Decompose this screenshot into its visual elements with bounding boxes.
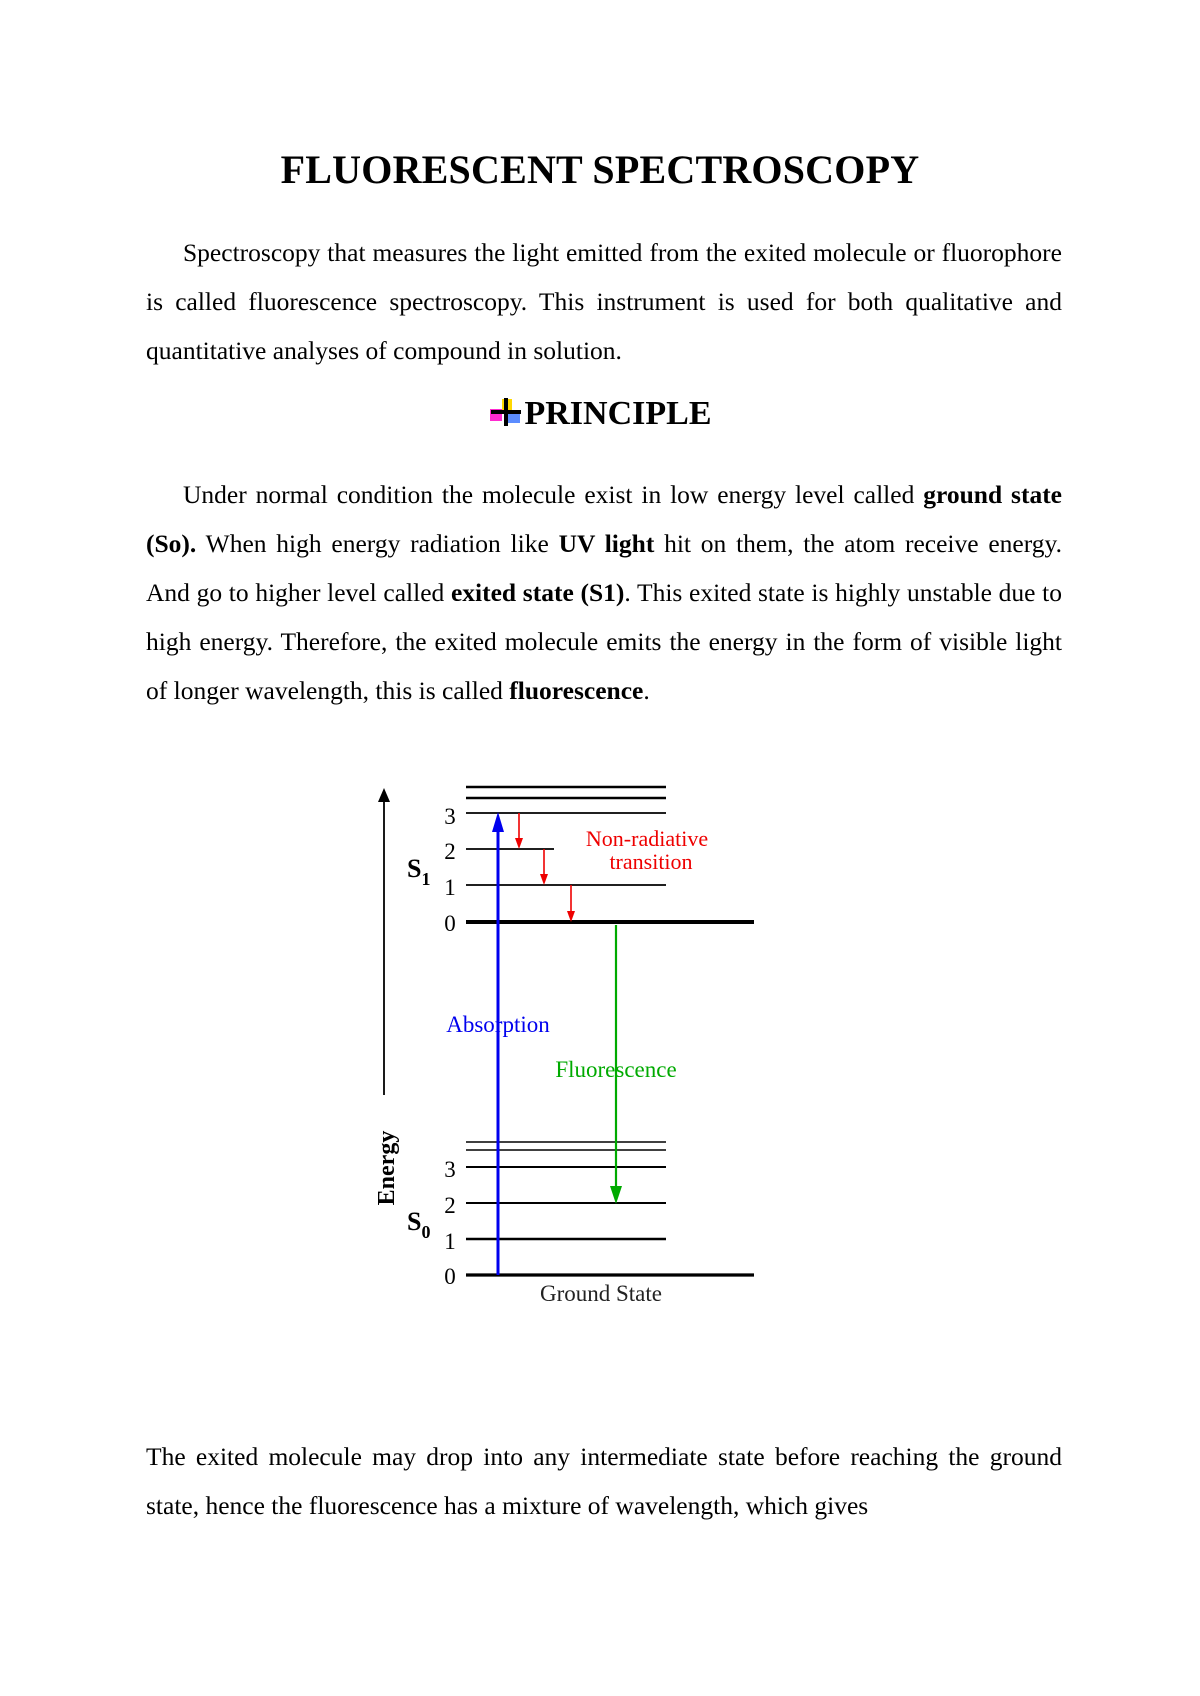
principle-heading-text: PRINCIPLE <box>524 395 712 432</box>
fluorescence-label: Fluorescence <box>555 1057 677 1082</box>
term-fluorescence: fluorescence <box>509 676 644 705</box>
fluorescence-arrowhead <box>610 1186 622 1204</box>
s1-level-label: 1 <box>444 875 456 900</box>
principle-paragraph: Under normal condition the molecule exist in low energy level called ground state (So). When high energy radiation like UV light hit on them, the atom receive energy. And go to higher level called exited state (S1). This exited state is highly unstable due to high energy. Therefore, the exited molecule emits the energy in the form of visible light of longer wavelength, this is called fluorescence. <box>146 480 1062 705</box>
intro-paragraph: Spectroscopy that measures the light emitted from the exited molecule or fluorophore is called fluorescence spectroscopy. This instrument is used for both qualitative and quantitative analyses of compound in solution. <box>146 238 1062 365</box>
nonradiative-label: Non-radiative <box>585 826 709 851</box>
s1-level-label: 3 <box>444 804 456 829</box>
nonrad-arrowhead <box>540 874 548 885</box>
term-uv-light: UV light <box>558 529 655 558</box>
energy-axis-arrowhead <box>378 788 390 802</box>
s0-level-label: 1 <box>444 1229 456 1254</box>
term-ground-state: ground state (So). <box>146 480 1062 558</box>
energy-axis-label: Energy <box>374 1130 400 1206</box>
absorption-arrowhead <box>492 812 504 832</box>
ground-state-label: Ground State <box>539 1281 663 1306</box>
s1-level-label: 0 <box>444 911 456 936</box>
s1-state-label: $S_1$ <box>407 854 431 889</box>
nonrad-arrowhead <box>515 838 523 849</box>
s0-level-label: 0 <box>444 1264 456 1289</box>
continuation-paragraph: The exited molecule may drop into any intermediate state before reaching the ground state, hence the fluorescence has a mixture of wavelength, which gives <box>146 1442 1062 1520</box>
s0-level-label: 3 <box>444 1157 456 1182</box>
s0-state-label: $S_0$ <box>407 1207 431 1242</box>
page-title: FLUORESCENT SPECTROSCOPY <box>280 147 920 192</box>
s0-level-label: 2 <box>444 1193 456 1218</box>
s1-level-label: 2 <box>444 839 456 864</box>
absorption-label: Absorption <box>446 1012 550 1037</box>
nonradiative-label: transition <box>609 849 693 874</box>
term-exited-state: exited state (S1) <box>450 578 625 607</box>
